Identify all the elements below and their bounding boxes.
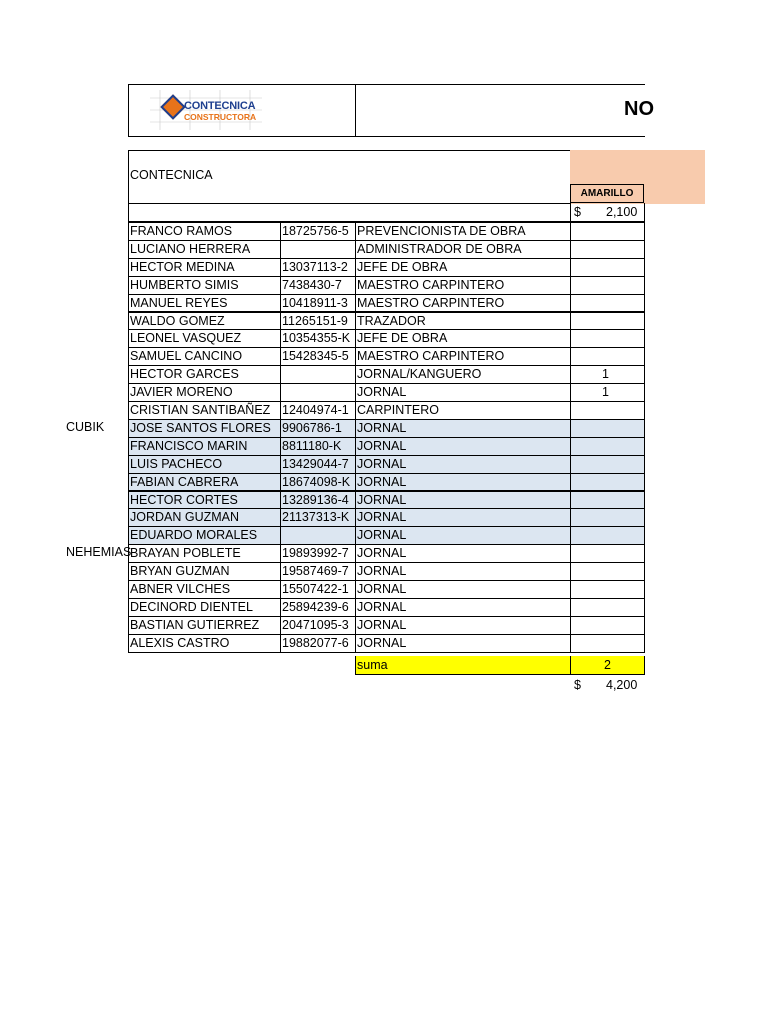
table-cell-value — [570, 634, 645, 653]
table-cell-value — [570, 616, 645, 635]
table-text-role: CARPINTERO — [357, 403, 439, 417]
table-text-rut: 19587469-7 — [282, 564, 349, 579]
header-title-cell — [355, 84, 645, 137]
total-amount: 4,200 — [606, 678, 638, 692]
table-text-role: JEFE DE OBRA — [357, 259, 448, 274]
column-header-amarillo: AMARILLO — [570, 184, 644, 203]
table-text-rut: 25894239-6 — [282, 599, 349, 614]
table-cell-value — [570, 401, 645, 420]
table-text-name: BASTIAN GUTIERREZ — [130, 617, 260, 632]
rate-row-box — [128, 203, 571, 222]
table-cell-value — [570, 240, 645, 259]
table-cell-value — [570, 347, 645, 366]
table-text-role: ADMINISTRADOR DE OBRA — [357, 241, 522, 256]
table-cell-value — [570, 294, 645, 313]
table-cell-value — [570, 258, 645, 277]
table-cell-value — [570, 419, 645, 438]
table-cell-value — [570, 491, 645, 510]
page-title: NO — [624, 98, 654, 120]
table-text-rut: 13037113-2 — [282, 259, 348, 274]
table-text-rut: 10418911-3 — [282, 295, 348, 310]
table-text-name: ABNER VILCHES — [130, 582, 231, 596]
table-text-name: EDUARDO MORALES — [130, 528, 258, 543]
table-text-rut: 19893992-7 — [282, 546, 349, 561]
rate-amount: 2,100 — [606, 205, 638, 219]
group-label: CUBIK — [66, 419, 105, 434]
table-text-role: JORNAL — [357, 474, 407, 489]
table-text-role: JORNAL/KANGUERO — [357, 367, 482, 382]
table-text-role: JORNAL — [357, 492, 407, 507]
table-text-rut: 15507422-1 — [282, 582, 349, 596]
table-text-rut: 7438430-7 — [282, 277, 342, 292]
table-cell-value — [570, 312, 645, 331]
table-text-rut: 13429044-7 — [282, 456, 349, 471]
table-text-role: JORNAL — [357, 456, 407, 471]
table-text-rut: 11265151-9 — [282, 313, 348, 328]
table-cell-rut — [280, 526, 356, 545]
table-text-role: JORNAL — [357, 582, 407, 596]
table-text-name: JAVIER MORENO — [130, 385, 233, 400]
table-cell-value — [570, 562, 645, 581]
table-text-name: MANUEL REYES — [130, 295, 228, 310]
table-text-role: JORNAL — [357, 599, 407, 614]
table-text-value: 1 — [602, 385, 609, 400]
table-cell-value — [570, 526, 645, 545]
table-text-name: BRAYAN POBLETE — [130, 546, 241, 561]
table-cell-rut — [280, 240, 356, 259]
table-cell-value — [570, 222, 645, 241]
table-text-name: LEONEL VASQUEZ — [130, 331, 242, 346]
table-text-name: FRANCO RAMOS — [130, 224, 233, 238]
company-name: CONTECNICA — [130, 168, 213, 182]
table-text-rut: 13289136-4 — [282, 492, 349, 507]
table-text-role: JORNAL — [357, 635, 407, 650]
table-cell-value — [570, 598, 645, 617]
table-text-name: LUIS PACHECO — [130, 456, 223, 471]
table-text-name: ALEXIS CASTRO — [130, 635, 230, 650]
table-text-role: JORNAL — [357, 617, 407, 632]
total-currency: $ — [574, 678, 581, 692]
table-cell-value — [570, 437, 645, 456]
table-text-rut: 8811180-K — [282, 438, 342, 453]
table-text-role: MAESTRO CARPINTERO — [357, 295, 505, 310]
table-text-role: JORNAL — [357, 546, 407, 561]
table-text-role: JEFE DE OBRA — [357, 331, 448, 346]
table-text-name: WALDO GOMEZ — [130, 313, 225, 328]
table-text-rut: 15428345-5 — [282, 349, 349, 364]
table-text-name: LUCIANO HERRERA — [130, 241, 251, 256]
table-cell-value — [570, 455, 645, 474]
table-cell-value — [570, 580, 645, 599]
table-text-role: MAESTRO CARPINTERO — [357, 349, 505, 364]
table-text-name: BRYAN GUZMAN — [130, 564, 230, 579]
table-text-name: FABIAN CABRERA — [130, 474, 239, 489]
table-cell-value — [570, 276, 645, 295]
table-text-rut: 12404974-1 — [282, 403, 349, 417]
table-text-name: SAMUEL CANCINO — [130, 349, 243, 364]
table-text-name: HECTOR GARCES — [130, 367, 239, 382]
table-cell-value — [570, 544, 645, 563]
summary-value: 2 — [604, 658, 611, 672]
table-text-value: 1 — [602, 367, 609, 382]
group-label: NEHEMIAS — [66, 545, 132, 560]
table-cell-rut — [280, 383, 356, 402]
table-cell-value — [570, 329, 645, 348]
table-text-role: JORNAL — [357, 528, 407, 543]
table-text-name: HUMBERTO SIMIS — [130, 277, 239, 292]
table-text-name: HECTOR CORTES — [130, 492, 238, 507]
table-cell-value — [570, 508, 645, 527]
company-logo — [150, 90, 262, 130]
logo-text-sub: CONSTRUCTORA — [184, 112, 257, 122]
table-text-role: JORNAL — [357, 420, 407, 435]
table-text-name: CRISTIAN SANTIBAÑEZ — [130, 403, 271, 417]
table-text-role: JORNAL — [357, 438, 407, 453]
rate-currency: $ — [574, 205, 581, 219]
table-text-role: JORNAL — [357, 385, 407, 400]
table-cell-value — [570, 473, 645, 492]
table-text-rut: 21137313-K — [282, 510, 350, 525]
summary-label: suma — [357, 658, 388, 672]
table-text-rut: 10354355-K — [282, 331, 351, 346]
table-text-rut: 18674098-K — [282, 474, 351, 489]
logo-text-main: CONTECNICA — [184, 100, 256, 112]
table-text-role: JORNAL — [357, 564, 407, 579]
table-text-role: MAESTRO CARPINTERO — [357, 277, 505, 292]
table-text-rut: 20471095-3 — [282, 617, 349, 632]
table-text-rut: 19882077-6 — [282, 635, 349, 650]
table-cell-rut — [280, 365, 356, 384]
table-text-name: JORDAN GUZMAN — [130, 510, 240, 525]
table-text-role: TRAZADOR — [357, 313, 426, 328]
table-text-rut: 18725756-5 — [282, 224, 349, 238]
table-text-name: JOSE SANTOS FLORES — [130, 420, 271, 435]
table-text-name: DECINORD DIENTEL — [130, 599, 253, 614]
table-text-name: FRANCISCO MARIN — [130, 438, 248, 453]
table-text-rut: 9906786-1 — [282, 420, 342, 435]
table-text-role: JORNAL — [357, 510, 407, 525]
table-text-role: PREVENCIONISTA DE OBRA — [357, 224, 526, 238]
table-text-name: HECTOR MEDINA — [130, 259, 235, 274]
